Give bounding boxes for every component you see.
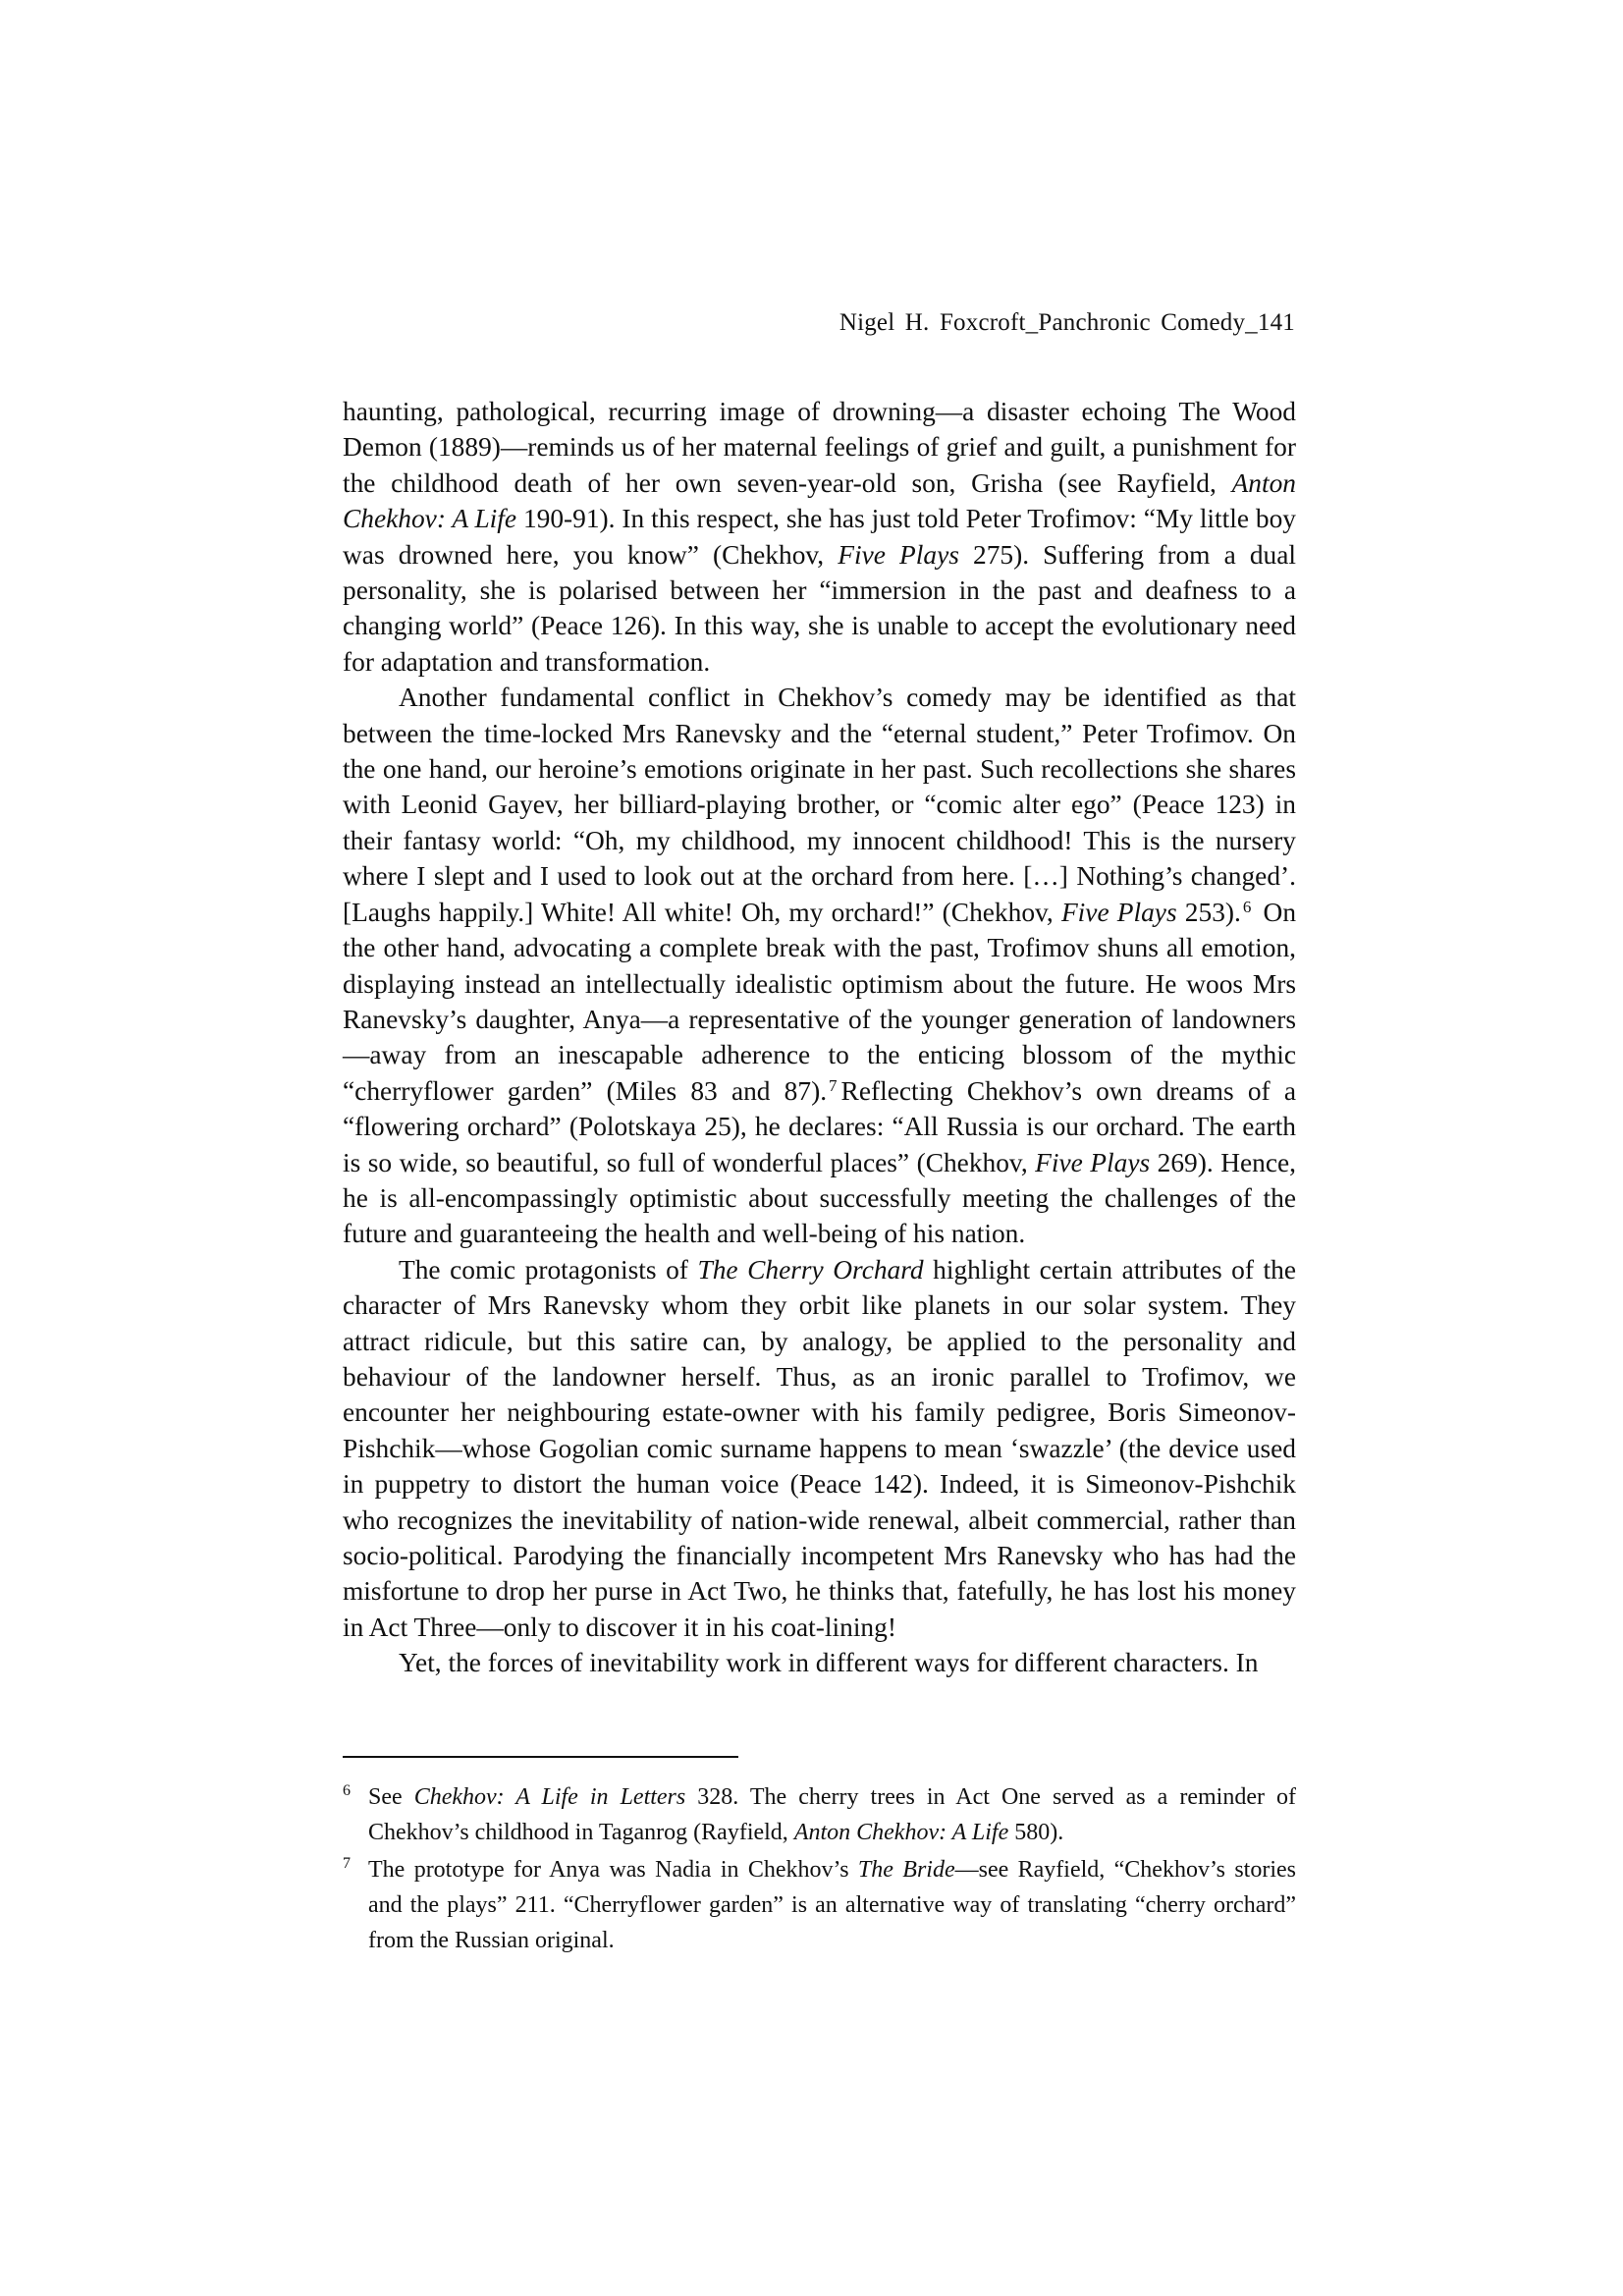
text-run: 190-91). In this respect, she has just told Peter Trofimov: “My little boy was drowned here, you know” (Chekhov, [343,504,1296,570]
text-run: —see Rayfield, “Chekhov’s stories and the plays” 211. “Cherryflower garden” is an alternative way of translating “cherry orchard” from the Russian original. [368,1857,1296,1953]
text-run: Reflecting Chekhov’s own dreams of a “flowering orchard” (Polotskaya 25), he declares: “All Russia is our orchard. The earth is so wide, so beautiful, so full of wonderful places” (Chekhov, [343,1075,1296,1177]
footnote-reference: 7 [829,1075,838,1095]
paragraph [343,680,1296,1252]
italic-title: The Cherry Orchard [697,1254,924,1285]
italic-title: Five Plays [838,539,959,570]
italic-title: Five Plays [1060,897,1177,927]
text-run: haunting, pathological, recurring image of drowning—a disaster echoing The Wood Demon (1889)—reminds us of her maternal feelings of grief and guilt, a punishment for the childhood death of her own seven-year-old son, Grisha (see Rayfield, [343,397,1296,498]
footnotes [343,1779,1296,1960]
italic-title: Anton Chekhov: A Life [793,1820,1009,1845]
footnote: 6 See Chekhov: A Life in Letters 328. The cherry trees in Act One served as a reminder of Chekhov’s childhood in Taganrog (Rayfield, Anton Chekhov: A Life 580). [343,1782,1296,1845]
text-run: The comic protagonists of [399,1254,698,1285]
running-head: Nigel H. Foxcroft_Panchronic Comedy_141 [839,309,1295,336]
footnote-rule [343,1756,738,1758]
text-run: Another fundamental conflict in Chekhov’s comedy may be identified as that between the time-locked Mrs Ranevsky and the “eternal student,” Peter Trofimov. On the one hand, our heroine’s emotions originate in her past. Such recollections she shares with Leonid Gayev, her billiard-playing brother, or “comic alter ego” (Peace 123) in their fantasy world: “Oh, my childhood, my innocent childhood! This is the nursery where I slept and I used to look out at the orchard from here. […] Nothing’s changed’. [Laughs happily.] White! All white! Oh, my orchard!” (Chekhov, [343,683,1296,927]
text-run: Yet, the forces of inevitability work in different ways for different characters. In [399,1648,1259,1678]
text-run: highlight certain attributes of the character of Mrs Ranevsky whom they orbit like planets in our solar system. They attract ridicule, but this satire can, by analogy, be applied to the personality and behaviour of the landowner herself. Thus, as an ironic parallel to Trofimov, we encounter her neighbouring estate-owner with his family pedigree, Boris Simeonov-Pishchik—whose Gogolian comic surname happens to mean ‘swazzle’ (the device used in puppetry to distort the human voice (Peace 142). Indeed, it is Simeonov-Pishchik who recognizes the inevitability of nation-wide renewal, albeit commercial, rather than socio-political. Parodying the financially incompetent Mrs Ranevsky who has had the misfortune to drop her purse in Act Two, he thinks that, fatefully, he has lost his money in Act Three—only to discover it in his coat-lining! [343,1254,1296,1642]
paragraph [343,394,1296,680]
text-run: See [368,1784,414,1810]
paragraph [343,1252,1296,1645]
text-run: 275). Suffering from a dual personality, she is polarised between her “immersion in the past and deafness to a changing world” (Peace 126). In this way, she is unable to accept the evolutionary need for adaptation and transformation. [343,539,1296,677]
text-run: 269). Hence, he is all-encompassingly optimistic about successfully meeting the challenges of the future and guaranteeing the health and well-being of his nation. [343,1147,1297,1249]
italic-title: Chekhov: A Life in Letters [413,1784,686,1810]
text-run: On the other hand, advocating a complete break with the past, Trofimov shuns all emotion, displaying instead an intellectually idealistic optimism about the future. He woos Mrs Ranevsky’s daughter, Anya—a representative of the younger generation of landowners—away from an inescapable adherence to the enticing blossom of the mythic “cherryflower garden” (Miles 83 and 87). [343,897,1297,1106]
italic-title: Anton Chekhov: A Life [343,467,1296,534]
italic-title: Five Plays [1035,1147,1151,1177]
paragraph [343,1645,1296,1680]
text-run: 328. The cherry trees in Act One served as a reminder of Chekhov’s childhood in Taganrog (Rayfield, [368,1784,1296,1845]
footnote: 7 The prototype for Anya was Nadia in Chekhov’s The Bride—see Rayfield, “Chekhov’s stories and the plays” 211. “Cherryflower garden” is an alternative way of translating “cherry orchard” from the Russian original. [343,1855,1296,1953]
footnote-reference: 6 [1242,897,1252,916]
text-run: 253). [1176,897,1241,927]
text-run: The prototype for Anya was Nadia in Chekhov’s [368,1857,858,1883]
italic-title: The Bride [857,1857,955,1883]
text-run: 580). [1008,1820,1064,1845]
body-text [343,394,1296,1681]
